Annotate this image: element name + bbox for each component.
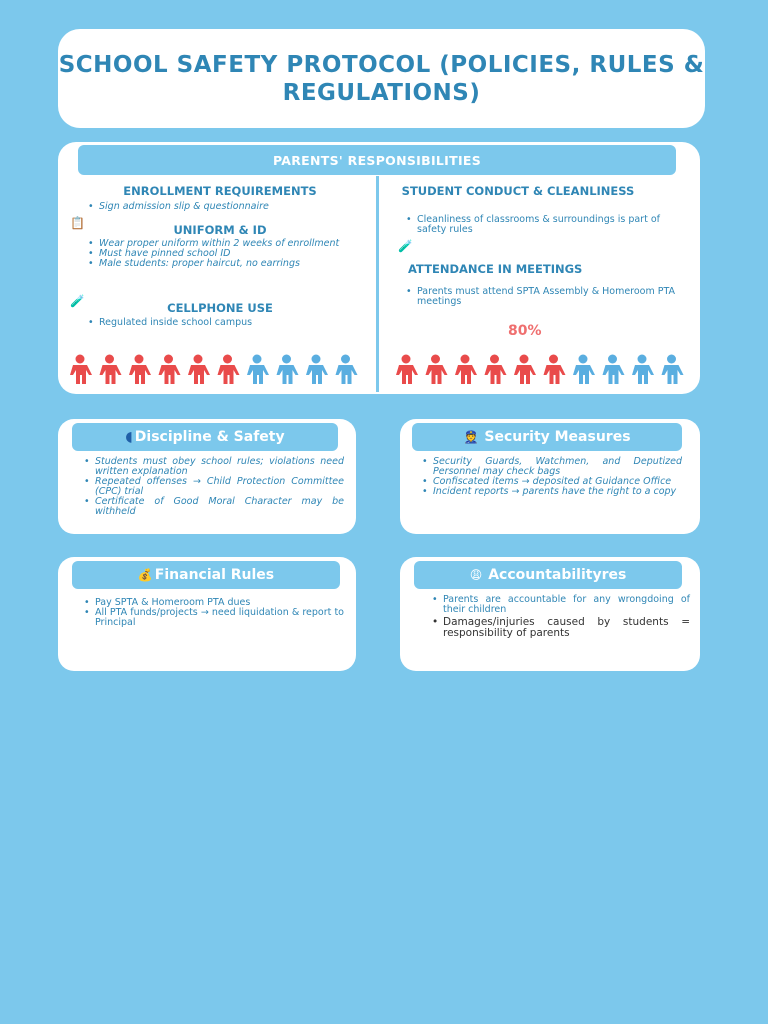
shield-icon: ◖ [125, 429, 133, 445]
person-icon [544, 355, 566, 385]
list-item: • All PTA funds/projects → need liquidation & report to Principal [82, 608, 344, 628]
person-icon [426, 355, 448, 385]
person-icon [188, 355, 210, 385]
accountability-title-pill [414, 561, 682, 589]
parents-banner: PARENTS' RESPONSIBILITIES [78, 145, 676, 175]
person-icon [603, 355, 625, 385]
list-item: • Confiscated items → deposited at Guidance Office [420, 477, 682, 487]
person-icon [70, 355, 92, 385]
list-item: • Male students: proper haircut, no earrings [86, 259, 356, 269]
cellphone-list [86, 318, 366, 328]
cellphone-heading: CELLPHONE USE [167, 301, 273, 315]
list-item: • Students must obey school rules; violations need written explanation [82, 457, 344, 477]
financial-title-pill [72, 561, 340, 589]
list-item: • Regulated inside school campus [86, 318, 366, 328]
person-icon [129, 355, 151, 385]
person-icon [396, 355, 418, 385]
attendance-percent: 80% [508, 323, 542, 339]
list-item: • Wear proper uniform within 2 weeks of enrollment [86, 239, 356, 249]
enrollment-list [86, 202, 376, 212]
list-item: • Parents must attend SPTA Assembly & Homeroom PTA meetings [404, 287, 684, 307]
list-item: • Damages/injuries caused by students = responsibility of parents [430, 617, 690, 639]
title-card [58, 29, 705, 128]
security-title: Security Measures [484, 429, 631, 445]
discipline-card [58, 419, 356, 534]
parents-responsibilities-card [58, 142, 700, 394]
person-icon [514, 355, 536, 385]
person-icon [485, 355, 507, 385]
list-item: • Cleanliness of classrooms & surroundings is part of safety rules [404, 215, 674, 235]
person-icon [336, 355, 358, 385]
enrollment-heading: ENROLLMENT REQUIREMENTS [123, 184, 317, 198]
list-item: • Sign admission slip & questionnaire [86, 202, 376, 212]
financial-card [58, 557, 356, 671]
security-title-pill [412, 423, 682, 451]
conduct-list [404, 215, 674, 235]
column-divider [376, 176, 379, 392]
financial-title: Financial Rules [154, 567, 275, 583]
security-card [400, 419, 700, 534]
accountability-title: Accountabilityres [488, 567, 627, 583]
list-item: • Repeated offenses → Child Protection Committee (CPC) trial [82, 477, 344, 497]
face-icon: 😩 [469, 568, 483, 582]
list-item: • Security Guards, Watchmen, and Deputized Personnel may check bags [420, 457, 682, 477]
test-tubes-icon: 🧪 [398, 239, 413, 253]
list-item: • Parents are accountable for any wrongdoing of their children [430, 595, 690, 615]
clipboard-icon: 📋 [70, 216, 85, 230]
person-icon [632, 355, 654, 385]
discipline-title-pill [72, 423, 338, 451]
attendance-list [404, 287, 684, 307]
person-icon [455, 355, 477, 385]
person-icon [247, 355, 269, 385]
page-title: SCHOOL SAFETY PROTOCOL (POLICIES, RULES & REGULATIONS) [58, 51, 705, 106]
attendance-heading: ATTENDANCE IN MEETINGS [408, 262, 583, 276]
accountability-card [400, 557, 700, 671]
person-icon [100, 355, 122, 385]
accountability-list [430, 595, 690, 639]
conduct-heading: STUDENT CONDUCT & CLEANLINESS [401, 184, 635, 198]
flask-icon: 🧪 [70, 294, 85, 308]
security-list [420, 457, 682, 497]
guard-icon: 👮 [463, 430, 479, 444]
money-bag-icon: 💰 [137, 568, 153, 582]
people-row-right [390, 354, 690, 386]
person-icon [159, 355, 181, 385]
uniform-heading: UNIFORM & ID [173, 223, 267, 237]
discipline-list [82, 457, 344, 517]
uniform-list [86, 239, 356, 269]
list-item: • Pay SPTA & Homeroom PTA dues [82, 598, 344, 608]
discipline-title: Discipline & Safety [134, 429, 285, 445]
list-item: • Must have pinned school ID [86, 249, 356, 259]
person-icon [306, 355, 328, 385]
person-icon [573, 355, 595, 385]
person-icon [662, 355, 684, 385]
list-item: • Incident reports → parents have the right to a copy [420, 487, 682, 497]
person-icon [218, 355, 240, 385]
people-row-left [64, 354, 364, 386]
list-item: • Certificate of Good Moral Character may be withheld [82, 497, 344, 517]
person-icon [277, 355, 299, 385]
financial-list [82, 598, 344, 628]
